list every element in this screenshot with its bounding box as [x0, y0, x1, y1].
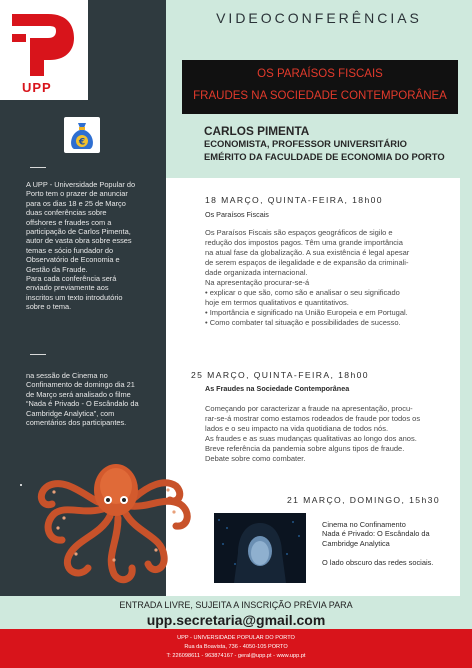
session-text-line: Debate sobre como combater. [205, 454, 306, 463]
session-text-line: de serem espaços de ilegalidade e de expansão da criminali- [205, 258, 409, 267]
banner-title-1: OS PARAÍSOS FISCAIS [257, 68, 383, 80]
hooded-figure-image [214, 513, 306, 583]
page-title: VIDEOCONFERÊNCIAS [216, 10, 422, 26]
session-description [205, 404, 453, 464]
intro-line: Porto tem o prazer de anunciar [26, 189, 128, 199]
intro-text [26, 180, 156, 312]
speaker-title-1: ECONOMISTA, PROFESSOR UNIVERSITÁRIO [204, 138, 407, 149]
session-text-line: redução dos impostos pagos. Têm uma grande importância [205, 238, 403, 247]
divider [30, 167, 46, 168]
session-text-line: Começando por caracterizar a fraude na apresentação, procu- [205, 404, 413, 413]
session-text-line: • Como combater tal situação e possibilidades de sucesso. [205, 318, 401, 327]
speaker-name: CARLOS PIMENTA [204, 124, 310, 138]
cinema-note-line: Cambridge Analytica”, com [26, 408, 115, 418]
film-title-line: Cambridge Analytica [322, 538, 390, 548]
divider [30, 354, 46, 355]
cinema-note-line: na sessão de Cinema no [26, 371, 108, 380]
intro-line: sobre o tema. [26, 302, 72, 312]
intro-line: Para cada conferência será [26, 274, 117, 284]
speaker-title-2: EMÉRITO DA FACULDADE DE ECONOMIA DO PORTO [204, 151, 445, 162]
svg-text:€: € [78, 137, 86, 148]
topic-banner [182, 60, 458, 114]
contact-footer [0, 629, 472, 668]
session-description [205, 228, 453, 328]
banner-title-2: FRAUDES NA SOCIEDADE CONTEMPORÂNEA [193, 90, 447, 102]
intro-line: Observatório de Economia e [26, 255, 120, 265]
session-text-line: rar-se-á mostrar como estamos rodeados de fraude por todos os [205, 414, 421, 423]
registration-note: ENTRADA LIVRE, SUJEITA A INSCRIÇÃO PRÉVIA PARA [119, 600, 353, 610]
session-text-line: na atual fase da globalização. A sua existência é legal apesar [205, 248, 410, 257]
cinema-note-line: “Nada é Privado - O Escândalo da [26, 399, 139, 409]
money-bag-euro-icon [64, 117, 100, 153]
intro-line: Gestão da Fraude. [26, 264, 88, 274]
footer-contacts[interactable]: T: 226098611 - 963874167 - geral@upp.pt - www.upp.pt [166, 653, 306, 659]
intro-line: A UPP - Universidade Popular do [26, 180, 136, 189]
intro-line: participação de Carlos Pimenta, [26, 227, 131, 237]
intro-line: enviado previamente aos [26, 283, 109, 293]
session-text-line: lados e o seu impacto na vida quotidiana de todos nós. [205, 424, 389, 433]
film-thumbnail [214, 513, 306, 583]
footer-org: UPP - UNIVERSIDADE POPULAR DO PORTO [177, 635, 295, 641]
session-text-line: hoje em termos qualitativos e quantitativos. [205, 298, 349, 307]
cinema-title: Cinema no Confinamento [322, 520, 406, 529]
cinema-details [322, 520, 433, 568]
cinema-note-line: Confinamento de domingo dia 21 [26, 380, 135, 390]
session-text-line: • explicar o que são, como são e analisar o seu significado [205, 288, 400, 297]
logo-text: UPP [22, 80, 52, 95]
cinema-note-line: de Março será analisado o filme [26, 389, 131, 399]
session-title: As Fraudes na Sociedade Contemporânea [205, 384, 350, 393]
session-text-line: As fraudes e as suas mudanças qualitativas ao longo dos anos. [205, 434, 417, 443]
registration-email-link[interactable]: upp.secretaria@gmail.com [146, 612, 326, 628]
session-text-line: • Importância e significado na União Europeia e em Portugal. [205, 308, 408, 317]
intro-line: offshores e fraudes com a [26, 217, 112, 227]
intro-line: para os dias 18 e 25 de Março [26, 198, 126, 208]
intro-line: inscritos um texto introdutório [26, 292, 123, 302]
film-tagline: O lado obscuro das redes sociais. [322, 558, 434, 568]
session-title: Os Paraísos Fiscais [205, 210, 269, 219]
intro-line: temas e sócio fundador do [26, 245, 114, 255]
session-text-line: Na apresentação procurar-se-á [205, 278, 310, 287]
octopus-illustration [14, 456, 204, 596]
footer-address: Rua da Boavista, 736 - 4050-105 PORTO [184, 644, 288, 650]
session-date: 21 MARÇO, DOMINGO, 15h30 [287, 495, 440, 505]
side-stripe [460, 178, 472, 596]
cinema-note [26, 371, 156, 427]
upp-logo-mark-icon [8, 8, 80, 78]
session-date: 25 MARÇO, QUINTA-FEIRA, 18h00 [191, 370, 369, 380]
session-text-line: dade organizada internacional. [205, 268, 308, 277]
session-text-line: Breve referência da pandemia sobre alguns tipos de fraude. [205, 444, 405, 453]
cinema-note-line: comentários dos participantes. [26, 418, 127, 428]
session-date: 18 MARÇO, QUINTA-FEIRA, 18h00 [205, 195, 383, 205]
intro-line: autor de vasta obra sobre esses [26, 236, 132, 246]
intro-line: duas conferências sobre [26, 208, 107, 218]
film-title-line: Nada é Privado: O Escândalo da [322, 529, 430, 539]
upp-logo [0, 0, 88, 100]
session-text-line: Os Paraísos Fiscais são espaços geográficos de sigilo e [205, 228, 393, 237]
